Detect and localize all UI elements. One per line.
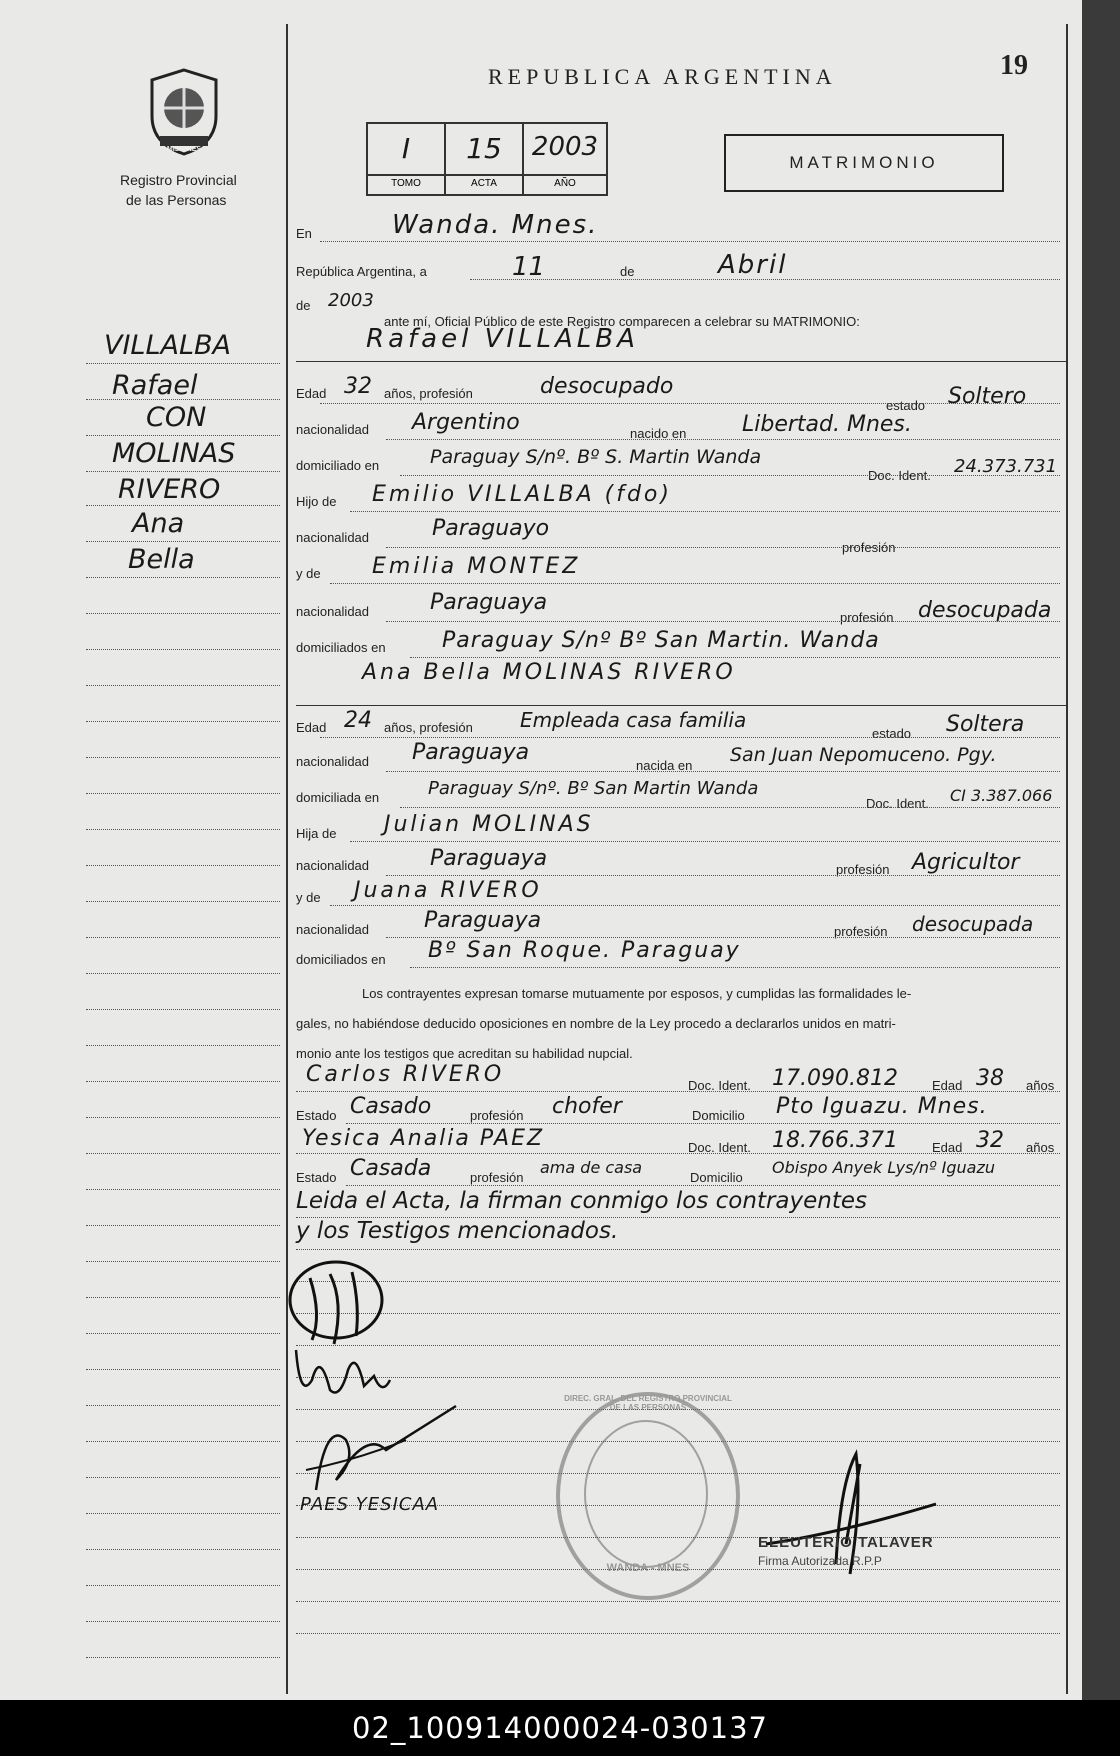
dotted-rule [320, 402, 1060, 404]
groom-signature [282, 1256, 392, 1352]
bride-doc-label: Doc. Ident. [866, 796, 929, 811]
dotted-rule [320, 240, 1060, 242]
bride-birthplace: San Juan Nepomuceno. Pgy. [730, 744, 997, 766]
groom-mother-nationality: Paraguaya [430, 590, 548, 615]
witness2-address: Obispo Anyek Lys/nº Iguazu [772, 1158, 995, 1177]
groom-name: Rafael VILLALBA [366, 324, 639, 354]
margin-rule [86, 1656, 280, 1658]
margin-rule [86, 936, 280, 938]
en-label: En [296, 226, 312, 241]
witness1-address: Pto Iguazu. Mnes. [776, 1094, 988, 1119]
witness1-name: Carlos RIVERO [306, 1062, 505, 1087]
place-value: Wanda. Mnes. [392, 210, 599, 240]
bride-name: Ana Bella MOLINAS RIVERO [362, 660, 736, 685]
witness1-profesion-label: profesión [470, 1108, 524, 1123]
groom-address: Paraguay S/nº. Bº S. Martin Wanda [430, 446, 762, 468]
margin-note-5: Ana [132, 508, 185, 539]
witness2-doc-label: Doc. Ident. [688, 1140, 751, 1155]
bride-father-nat-label: nacionalidad [296, 858, 370, 873]
bride-hija-label: Hija de [296, 826, 337, 841]
dotted-rule [346, 1122, 1060, 1124]
dotted-rule [296, 1632, 1060, 1634]
section-rule [296, 360, 1066, 362]
groom-birthplace: Libertad. Mnes. [742, 412, 912, 437]
margin-rule [86, 828, 280, 830]
margin-rule [86, 1116, 280, 1118]
dotted-rule [350, 510, 1060, 512]
margin-note-1: Rafael [112, 370, 198, 401]
bride-doc: CI 3.387.066 [950, 786, 1053, 805]
bride-mother-nat-label: nacionalidad [296, 922, 370, 937]
dotted-rule [410, 966, 1060, 968]
groom-estado: Soltero [948, 384, 1027, 409]
day-value: 11 [512, 252, 546, 282]
dotted-rule [296, 1152, 1060, 1154]
bride-nationality-label: nacionalidad [296, 754, 370, 769]
dotted-rule [410, 656, 1060, 658]
margin-rule [86, 470, 280, 472]
margin-rule [86, 1476, 280, 1478]
dotted-rule [386, 770, 1060, 772]
groom-yde-label: y de [296, 566, 321, 581]
margin-rule [86, 1296, 280, 1298]
witness1-estado-label: Estado [296, 1108, 337, 1123]
margin-rule [86, 362, 280, 364]
witness2-anos-label: años [1026, 1140, 1055, 1155]
bride-address: Paraguay S/nº. Bº San Martin Wanda [428, 778, 759, 799]
intro-text: ante mí, Oficial Público de este Registro comparecen a celebrar su MATRIMONIO: [384, 314, 860, 329]
dotted-rule [296, 1090, 1060, 1092]
bride-address-label: domiciliada en [296, 790, 380, 805]
emblem-caption: MISIONES [166, 146, 202, 153]
dotted-rule [296, 1312, 1060, 1314]
month-value: Abril [718, 250, 788, 280]
witness2-age: 32 [976, 1128, 1004, 1153]
margin-rule [86, 1440, 280, 1442]
dotted-rule [296, 1376, 1060, 1378]
stamp-text: DIREC. GRAL. DEL REGISTRO PROVINCIAL DE LAS PERSONAS [564, 1394, 732, 1412]
groom-mother-profession: desocupada [918, 598, 1052, 623]
dotted-rule [350, 840, 1060, 842]
margin-rule [86, 864, 280, 866]
margin-rule [86, 1332, 280, 1334]
groom-estado-label: estado [886, 398, 926, 413]
margin-note-2: CON [146, 402, 207, 433]
dotted-rule [330, 582, 1060, 584]
section-rule [296, 704, 1066, 706]
declaration-line-3: monio ante los testigos que acreditan su habilidad nupcial. [296, 1046, 633, 1061]
bride-father-nationality: Paraguaya [430, 846, 548, 871]
margin-rule [86, 972, 280, 974]
groom-father-prof-label: profesión [842, 540, 896, 555]
margin-rule [86, 612, 280, 614]
groom-parents-address-label: domiciliados en [296, 640, 386, 655]
groom-doc: 24.373.731 [954, 456, 1058, 477]
margin-rule [86, 720, 280, 722]
margin-rule [86, 576, 280, 578]
ano-label: AÑO [554, 178, 576, 189]
margin-rule [86, 792, 280, 794]
scan-footer-id: 02_100914000024-030137 [352, 1711, 768, 1745]
margin-rule [86, 1404, 280, 1406]
bride-age: 24 [344, 708, 372, 733]
witness1-doc: 17.090.812 [772, 1066, 898, 1091]
dotted-rule [296, 1600, 1060, 1602]
page-edge [1082, 0, 1120, 1700]
groom-birthplace-label: nacido en [630, 426, 687, 441]
margin-rule [86, 1008, 280, 1010]
margin-rule [86, 1548, 280, 1550]
witness2-profession: ama de casa [540, 1158, 643, 1177]
margin-rule [86, 1620, 280, 1622]
groom-address-label: domiciliado en [296, 458, 380, 473]
ano-value: 2003 [531, 132, 599, 162]
witness2-name: Yesica Analia PAEZ [302, 1126, 545, 1151]
closing-line-1: Leida el Acta, la firman conmigo los contrayentes [296, 1188, 868, 1214]
bride-mother-profession: desocupada [912, 912, 1034, 936]
closing-line-2: y los Testigos mencionados. [296, 1218, 619, 1244]
bride-father-prof-label: profesión [836, 862, 890, 877]
bride-mother: Juana RIVERO [354, 878, 542, 903]
year-value: 2003 [328, 290, 374, 311]
bride-estado-label: estado [872, 726, 912, 741]
province-emblem-icon [146, 66, 222, 158]
official-name: ELEUTERIO TALAVER [758, 1534, 934, 1551]
bride-nationality: Paraguaya [412, 740, 530, 765]
groom-father-nat-label: nacionalidad [296, 530, 370, 545]
acta-label: ACTA [471, 178, 497, 189]
witness-signature [296, 1400, 466, 1500]
de-label: de [620, 264, 635, 279]
page-number: 19 [1000, 50, 1028, 81]
witness2-profesion-label: profesión [470, 1170, 524, 1185]
country-title: REPUBLICA ARGENTINA [488, 64, 837, 89]
bride-yde-label: y de [296, 890, 321, 905]
margin-rule [86, 684, 280, 686]
witness1-estado: Casado [350, 1094, 432, 1119]
margin-note-0: VILLALBA [104, 330, 232, 361]
stamp-inner-ring [584, 1420, 708, 1568]
bride-parents-address-label: domiciliados en [296, 952, 386, 967]
witness1-age: 38 [976, 1066, 1004, 1091]
groom-profession: desocupado [540, 374, 674, 399]
groom-edad-label: Edad [296, 386, 327, 401]
margin-note-4: RIVERO [118, 474, 221, 505]
stamp-inner-text: WANDA - MNES [606, 1562, 690, 1574]
bride-anos-profesion-label: años, profesión [384, 720, 473, 735]
margin-rule [86, 1368, 280, 1370]
dotted-rule [386, 874, 1060, 876]
groom-mother-nat-label: nacionalidad [296, 604, 370, 619]
registry-name-line1: Registro Provincial [120, 172, 237, 188]
margin-rule [86, 900, 280, 902]
official-title: Firma Autorizada R.P.P [758, 1554, 882, 1568]
margin-rule [86, 540, 280, 542]
groom-nationality: Argentino [412, 410, 520, 435]
right-rule [1066, 24, 1068, 1694]
groom-anos-profesion-label: años, profesión [384, 386, 473, 401]
groom-mother-prof-label: profesión [840, 610, 894, 625]
registry-name-line2: de las Personas [126, 192, 227, 208]
official-stamp [556, 1392, 740, 1600]
bride-mother-nationality: Paraguaya [424, 908, 542, 933]
margin-rule [86, 1224, 280, 1226]
margin-rule [86, 648, 280, 650]
declaration-line-1: Los contrayentes expresan tomarse mutuamente por esposos, y cumplidas las formalidades le- [362, 986, 912, 1001]
bride-parents-address: Bº San Roque. Paraguay [428, 938, 741, 963]
margin-rule [86, 398, 280, 400]
witness2-edad-label: Edad [932, 1140, 963, 1155]
bride-profession: Empleada casa familia [520, 708, 747, 732]
groom-mother: Emilia MONTEZ [372, 554, 581, 579]
bride-birthplace-label: nacida en [636, 758, 693, 773]
dotted-rule [296, 1248, 1060, 1250]
bride-estado: Soltera [946, 712, 1025, 737]
margin-rule [86, 1188, 280, 1190]
margin-rule [86, 756, 280, 758]
witness2-domicilio-label: Domicilio [690, 1170, 743, 1185]
groom-nationality-label: nacionalidad [296, 422, 370, 437]
witness2-doc: 18.766.371 [772, 1128, 898, 1153]
witness1-anos-label: años [1026, 1078, 1055, 1093]
doc-type-box: MATRIMONIO [724, 134, 1004, 192]
bride-father-profession: Agricultor [912, 850, 1020, 875]
dotted-rule [400, 806, 1060, 808]
acta-value: 15 [466, 132, 502, 165]
witness1-edad-label: Edad [932, 1078, 963, 1093]
bride-father: Julian MOLINAS [384, 812, 594, 837]
dotted-rule [296, 1344, 1060, 1346]
witness1-profession: chofer [552, 1094, 622, 1119]
margin-rule [86, 1584, 280, 1586]
dotted-rule [386, 620, 1060, 622]
witness-printed-name: PAES YESICAA [300, 1494, 440, 1515]
year-prefix: de [296, 298, 311, 313]
groom-father: Emilio VILLALBA (fdo) [372, 482, 672, 507]
dotted-rule [320, 736, 1060, 738]
margin-rule [86, 1512, 280, 1514]
tomo-label: TOMO [391, 178, 421, 189]
bride-edad-label: Edad [296, 720, 327, 735]
groom-age: 32 [344, 374, 372, 399]
margin-rule [86, 1044, 280, 1046]
dotted-rule [296, 1280, 1060, 1282]
dotted-rule [346, 1184, 1060, 1186]
margin-note-6: Bella [128, 544, 195, 575]
record-id-box [366, 122, 608, 196]
tomo-value: I [401, 132, 411, 165]
groom-parents-address: Paraguay S/nº Bº San Martin. Wanda [442, 628, 880, 653]
dotted-rule [386, 438, 1060, 440]
margin-rule [86, 1080, 280, 1082]
witness1-domicilio-label: Domicilio [692, 1108, 745, 1123]
witness2-estado-label: Estado [296, 1170, 337, 1185]
margin-rule [86, 1152, 280, 1154]
witness1-doc-label: Doc. Ident. [688, 1078, 751, 1093]
bride-mother-prof-label: profesión [834, 924, 888, 939]
margin-rule [86, 1260, 280, 1262]
groom-father-nationality: Paraguayo [432, 516, 550, 541]
dotted-rule [400, 474, 1060, 476]
margin-note-3: MOLINAS [112, 438, 236, 469]
groom-hijo-label: Hijo de [296, 494, 337, 509]
republica-label: República Argentina, a [296, 264, 427, 279]
margin-rule [86, 504, 280, 506]
dotted-rule [330, 904, 1060, 906]
declaration-line-2: gales, no habiéndose deducido oposiciones en nombre de la Ley procedo a declararlos unidos en matri- [296, 1016, 896, 1031]
groom-doc-label: Doc. Ident. [868, 468, 931, 483]
dotted-rule [386, 546, 1060, 548]
column-divider [286, 24, 288, 1694]
margin-rule [86, 434, 280, 436]
witness2-estado: Casada [350, 1156, 432, 1181]
